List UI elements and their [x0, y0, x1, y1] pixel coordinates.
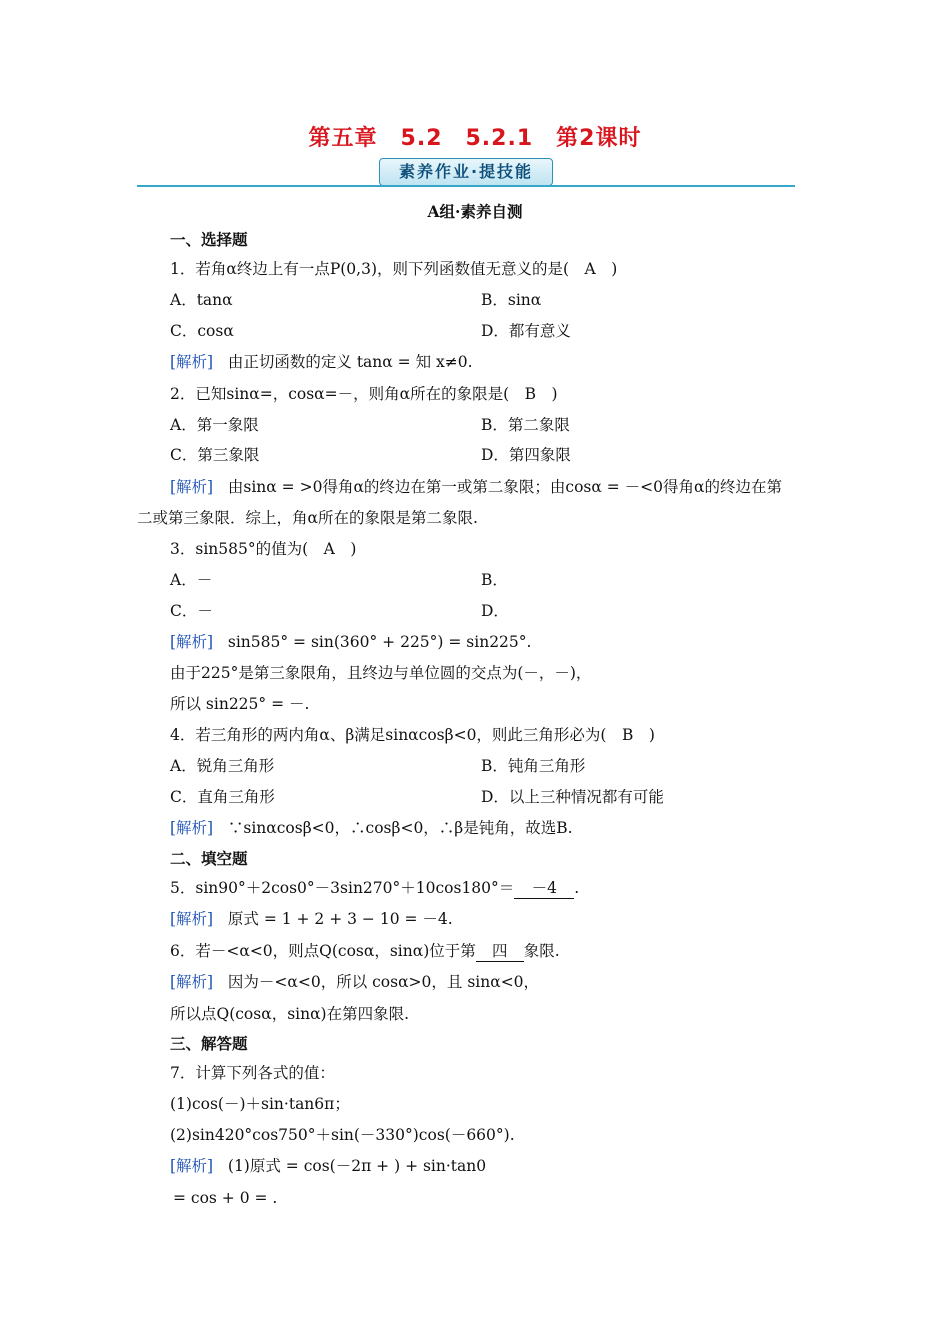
question-1-option-a: A．tanα — [170, 291, 233, 309]
section-heading-fill: 二、填空题 — [170, 849, 248, 868]
solution-text: 由正切函数的定义 tanα = 知 x≠0. — [227, 353, 473, 371]
question-7-solution-line2: = cos + 0 = . — [173, 1189, 278, 1207]
question-3-option-c: C．－ — [170, 602, 213, 620]
question-6-stem-text: 6．若－<α<0，则点Q(cosα，sinα)位于第 — [170, 942, 476, 960]
question-1-option-c: C．cosα — [170, 322, 234, 340]
question-2-option-c: C．第三象限 — [170, 446, 260, 464]
question-5-answer: －4 — [514, 878, 574, 899]
question-6-stem — [170, 941, 560, 962]
question-6-answer: 四 — [476, 941, 524, 962]
question-3-option-b: B． — [481, 571, 508, 589]
question-2-solution-cont: 二或第三象限．综上，角α所在的象限是第二象限. — [137, 509, 478, 527]
question-4-option-d: D．以上三种情况都有可能 — [481, 788, 664, 806]
question-2-solution — [170, 477, 782, 497]
question-4-solution — [170, 818, 573, 838]
question-7-solution — [170, 1156, 486, 1176]
question-4-option-b: B．钝角三角形 — [481, 757, 586, 775]
section-badge: 素养作业·提技能 — [379, 158, 553, 186]
question-3-solution — [170, 632, 531, 652]
solution-text: 由sinα = >0得角α的终边在第一或第二象限；由cosα = －<0得角α的终边在第 — [227, 478, 783, 496]
question-3-stem: 3．sin585°的值为( A ) — [170, 540, 357, 558]
header-divider — [137, 185, 795, 187]
question-3-solution-line3: 所以 sin225° = －. — [170, 695, 310, 713]
question-3-option-d: D． — [481, 602, 509, 620]
question-5-stem-text: 5．sin90°＋2cos0°－3sin270°＋10cos180°＝ — [170, 879, 515, 897]
solution-tag: [解析] — [170, 819, 214, 837]
question-5-stem — [170, 878, 579, 899]
question-4-stem: 4．若三角形的两内角α、β满足sinαcosβ<0，则此三角形必为( B ) — [170, 726, 655, 744]
question-6-solution-line2: 所以点Q(cosα，sinα)在第四象限. — [170, 1005, 410, 1023]
question-7-part-1: (1)cos(－)＋sin·tan6π； — [170, 1095, 350, 1113]
question-2-option-d: D．第四象限 — [481, 446, 571, 464]
group-heading: A组·素养自测 — [427, 202, 523, 221]
section-heading-solve: 三、解答题 — [170, 1034, 248, 1053]
section-heading-choice: 一、选择题 — [170, 230, 248, 249]
question-1-stem: 1．若角α终边上有一点P(0,3)，则下列函数值无意义的是( A ) — [170, 260, 618, 278]
question-2-stem: 2．已知sinα=，cosα=－，则角α所在的象限是( B ) — [170, 385, 558, 403]
question-3-option-a: A．－ — [170, 571, 213, 589]
question-2-option-b: B．第二象限 — [481, 416, 570, 434]
solution-text: sin585° = sin(360° + 225°) = sin225°. — [227, 633, 532, 651]
solution-text: ∵sinαcosβ<0，∴cosβ<0，∴β是钝角，故选B. — [227, 819, 573, 837]
question-5-stem-end: . — [574, 879, 580, 897]
chapter-title: 第五章 5.2 5.2.1 第2课时 — [308, 126, 642, 151]
question-2-option-a: A．第一象限 — [170, 416, 259, 434]
solution-tag: [解析] — [170, 353, 214, 371]
solution-tag: [解析] — [170, 910, 214, 928]
solution-text: 原式 = 1 + 2 + 3 − 10 = －4. — [227, 910, 453, 928]
question-1-solution — [170, 352, 473, 372]
solution-text: 因为－<α<0，所以 cosα>0，且 sinα<0， — [227, 973, 540, 991]
question-5-solution — [170, 909, 453, 929]
solution-tag: [解析] — [170, 478, 214, 496]
question-1-option-d: D．都有意义 — [481, 322, 571, 340]
solution-tag: [解析] — [170, 1157, 214, 1175]
question-4-option-c: C．直角三角形 — [170, 788, 275, 806]
question-6-solution — [170, 972, 539, 992]
question-1-option-b: B．sinα — [481, 291, 542, 309]
question-7-stem: 7．计算下列各式的值： — [170, 1064, 335, 1082]
question-3-solution-line2: 由于225°是第三象限角，且终边与单位圆的交点为(－，－)， — [170, 664, 592, 682]
solution-tag: [解析] — [170, 633, 214, 651]
solution-tag: [解析] — [170, 973, 214, 991]
question-7-part-2: (2)sin420°cos750°＋sin(－330°)cos(－660°). — [170, 1126, 515, 1144]
question-4-option-a: A．锐角三角形 — [170, 757, 275, 775]
solution-text: (1)原式 = cos(－2π + ) + sin·tan0 — [227, 1157, 487, 1175]
question-6-stem-end: 象限. — [523, 942, 560, 960]
